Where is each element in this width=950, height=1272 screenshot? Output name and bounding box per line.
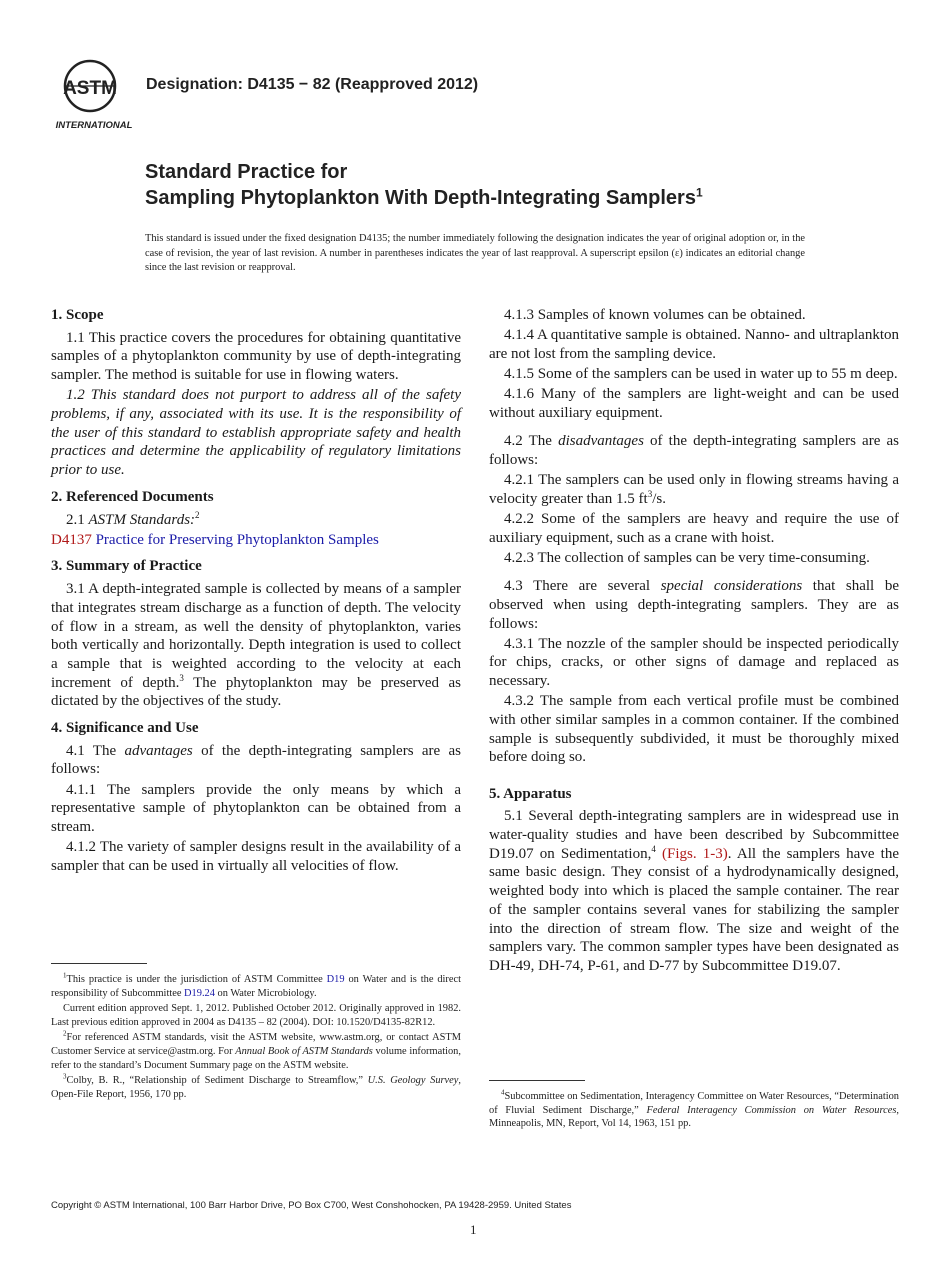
para-4-2-1-b: /s. (652, 490, 666, 507)
para-4-1-6: 4.1.6 Many of the samplers are light-weight and can be used without auxiliary equipment. (489, 386, 899, 422)
section-heading-summary: 3. Summary of Practice (51, 558, 202, 575)
subcommittee-d19-24-link[interactable]: D19.24 (184, 987, 215, 999)
footnote-current-edition: Current edition approved Sept. 1, 2012. Published October 2012. Originally approved in 1982. Last previous edition approved in 2004 as D4135 – 82 (2004). DOI: 10.1520/D4135-82R12. (51, 1003, 461, 1028)
footnote-1-marker: 1 (63, 971, 67, 980)
para-4-3-b: that shall be observed when using depth-integrating samplers. They are as follows: (489, 578, 899, 632)
document-title (145, 160, 703, 212)
para-5-1-a: 5.1 Several depth-integrating samplers are in widespread use in water-quality studies and have been described by Subcommittee D19.07 on Sedimentation, (489, 808, 899, 862)
title-main: Sampling Phytoplankton With Depth-Integrating Samplers (145, 187, 696, 209)
para-4-3-1: 4.3.1 The nozzle of the sampler should be inspected periodically for chips, cracks, or other signs of damage and replaced as necessary. (489, 635, 899, 690)
footnote-3-a: Colby, B. R., “Relationship of Sediment Discharge to Streamflow,” (66, 1075, 368, 1087)
footnote-3 (51, 1074, 461, 1101)
exponent-3: 3 (647, 488, 653, 499)
para-4-1-italic: advantages (124, 742, 193, 759)
footnote-rule-left (51, 963, 147, 964)
logo-subtext: INTERNATIONAL (55, 120, 133, 131)
footnote-1 (51, 973, 461, 1000)
footnote-3-marker: 3 (63, 1072, 67, 1081)
para-2-1-italic: ASTM Standards: (88, 511, 196, 528)
footnote-4-a: Subcommittee on Sedimentation, Interagency Committee on Water Resources, “Determination of Fluvial Sediment Discharge,” (489, 1091, 899, 1116)
para-4-2-a: 4.2 The (504, 433, 559, 450)
para-5-1 (489, 807, 899, 975)
section-heading-referenced-documents: 2. Referenced Documents (51, 488, 214, 505)
para-4-2-2: 4.2.2 Some of the samplers are heavy and require the use of auxiliary equipment, such as a crane with hoist. (489, 511, 899, 546)
page-number: 1 (470, 1222, 477, 1237)
para-4-2-3: 4.2.3 The collection of samples can be very time-consuming. (504, 549, 870, 566)
para-4-1 (51, 742, 461, 779)
footnote-2-a: For referenced ASTM standards, visit the ASTM website, www.astm.org, or contact ASTM Customer Service at service@astm.org. For (51, 1032, 461, 1057)
left-column (51, 306, 461, 877)
ref-code-link[interactable]: D4137 (51, 531, 92, 548)
footnote-4 (489, 1090, 899, 1131)
title-line-2 (145, 184, 703, 212)
footnote-ref-3[interactable]: 3 (179, 672, 184, 683)
para-2-1 (51, 511, 461, 530)
section-heading-significance: 4. Significance and Use (51, 720, 199, 737)
footnote-4-italic: Federal Interagency Commission on Water Resources (646, 1104, 897, 1116)
footnote-3-italic: U.S. Geology Survey (367, 1075, 459, 1087)
footnote-4-marker: 4 (501, 1088, 505, 1097)
footnote-2 (51, 1031, 461, 1072)
para-4-1-4: 4.1.4 A quantitative sample is obtained. Nanno- and ultraplankton are not lost from the sampling device. (489, 327, 899, 362)
right-column (489, 306, 899, 977)
para-2-1-prefix: 2.1 (66, 511, 89, 528)
para-4-3-a: 4.3 There are several (504, 578, 661, 595)
footnote-rule-right (489, 1080, 585, 1081)
para-4-2-1-a: 4.2.1 The samplers can be used only in flowing streams having a velocity greater than 1.5 ft (489, 472, 899, 507)
footnotes-left (51, 973, 461, 1103)
footnote-1-c: on Water Microbiology. (214, 987, 317, 999)
para-4-1-3: 4.1.3 Samples of known volumes can be obtained. (504, 307, 806, 323)
reference-d4137 (51, 531, 461, 550)
copyright-notice: Copyright © ASTM International, 100 Barr Harbor Drive, PO Box C700, West Conshohocken, PA 19428-2959. United States (51, 1200, 572, 1211)
footnote-2-b: volume information, refer to the standard’s Document Summary page on the ASTM website. (51, 1045, 461, 1071)
para-1-2-text: 1.2 This standard does not purport to address all of the safety problems, if any, associated with its use. It is the responsibility of the user of this standard to establish appropriate safety and health practices and determine the applicability of regulatory limitations prior to use. (51, 387, 461, 479)
figs-link[interactable]: (Figs. 1-3) (662, 845, 728, 862)
para-3-1-text-a: 3.1 A depth-integrated sample is collected by means of a sampler that integrates stream discharge as a function of depth. The velocity of flow in a stream, as well the density of phytoplankton, varies both vertically and horizontally. Depth integration is used to collect a sample that is weighted according to the velocity at each increment of depth. (51, 581, 461, 691)
para-1-2 (51, 386, 461, 480)
para-4-3 (489, 577, 899, 633)
footnote-ref-2[interactable]: 2 (195, 509, 200, 520)
para-4-1-5: 4.1.5 Some of the samplers can be used in water up to 55 m deep. (504, 366, 898, 383)
ref-title-link[interactable]: Practice for Preserving Phytoplankton Samples (95, 531, 379, 548)
para-4-2-1 (489, 471, 899, 508)
para-1-1: 1.1 This practice covers the procedures for obtaining quantitative samples of a phytoplankton community by use of depth-integrating sampler. The method is suitable for use in flowing waters. (51, 329, 461, 384)
para-4-1-1: 4.1.1 The samplers provide the only means by which a representative sample of phytoplankton can be obtained from a stream. (51, 781, 461, 836)
para-4-2-b: of the depth-integrating samplers are as follows: (489, 433, 899, 468)
footnote-2-italic: Annual Book of ASTM Standards (235, 1045, 373, 1057)
footnote-4-b: , Minneapolis, MN, Report, Vol 14, 1963, 151 pp. (489, 1104, 899, 1130)
title-line-1: Standard Practice for (145, 161, 348, 183)
intro-note: This standard is issued under the fixed designation D4135; the number immediately following the designation indicates the year of original adoption or, in the case of revision, the year of last revision. A number in parentheses indicates the year of last reapproval. A superscript epsilon (ε) indicates an editorial change since the last revision or reapproval. (145, 233, 805, 273)
footnote-3-b: , Open-File Report, 1956, 170 pp. (51, 1075, 462, 1100)
designation: Designation: D4135 − 82 (Reapproved 2012) (146, 76, 479, 93)
footnote-2-marker: 2 (63, 1029, 67, 1038)
para-4-1-a: 4.1 The (66, 742, 125, 759)
para-4-3-2: 4.3.2 The sample from each vertical profile must be combined with other similar samples in a common container. If the combined sample is subsequently subdivided, it must be thoroughly mixed before doing so. (489, 693, 899, 766)
footnote-1-b: on Water and is the direct responsibility of Subcommittee (51, 974, 461, 999)
para-4-3-italic: special considerations (660, 578, 803, 595)
para-4-1-2: 4.1.2 The variety of sampler designs result in the availability of a sampler that can be used in virtually all velocities of flow. (51, 839, 461, 874)
section-heading-scope: 1. Scope (51, 307, 104, 323)
para-4-1-b: of the depth-integrating samplers are as follows: (51, 742, 461, 778)
committee-d19-link[interactable]: D19 (326, 974, 345, 985)
para-5-1-b: . All the samplers have the same basic design. They consist of a hydrodynamically designed, weighted body into which is placed the sample container. The rear of the sampler contains several vanes for stabilizing the sampler into the direction of stream flow. The size and weight of the samplers vary. The common sampler types have been designated as DH-49, DH-74, P-61, and D-77 by Subcommittee D19.07. (489, 845, 899, 974)
para-4-2 (489, 432, 899, 469)
para-3-1-text-b: The phytoplankton may be preserved as dictated by the objectives of the study. (51, 674, 461, 710)
footnote-1-a: This practice is under the jurisdiction of ASTM Committee (66, 974, 327, 985)
astm-international-logo (52, 58, 136, 132)
footnotes-right (489, 1090, 899, 1133)
logo-text: ASTM (63, 78, 117, 99)
para-4-2-italic: disadvantages (558, 433, 644, 450)
section-heading-apparatus: 5. Apparatus (489, 785, 572, 802)
title-footnote-ref[interactable]: 1 (695, 185, 703, 200)
footnote-ref-4[interactable]: 4 (651, 843, 656, 854)
para-3-1 (51, 580, 461, 711)
